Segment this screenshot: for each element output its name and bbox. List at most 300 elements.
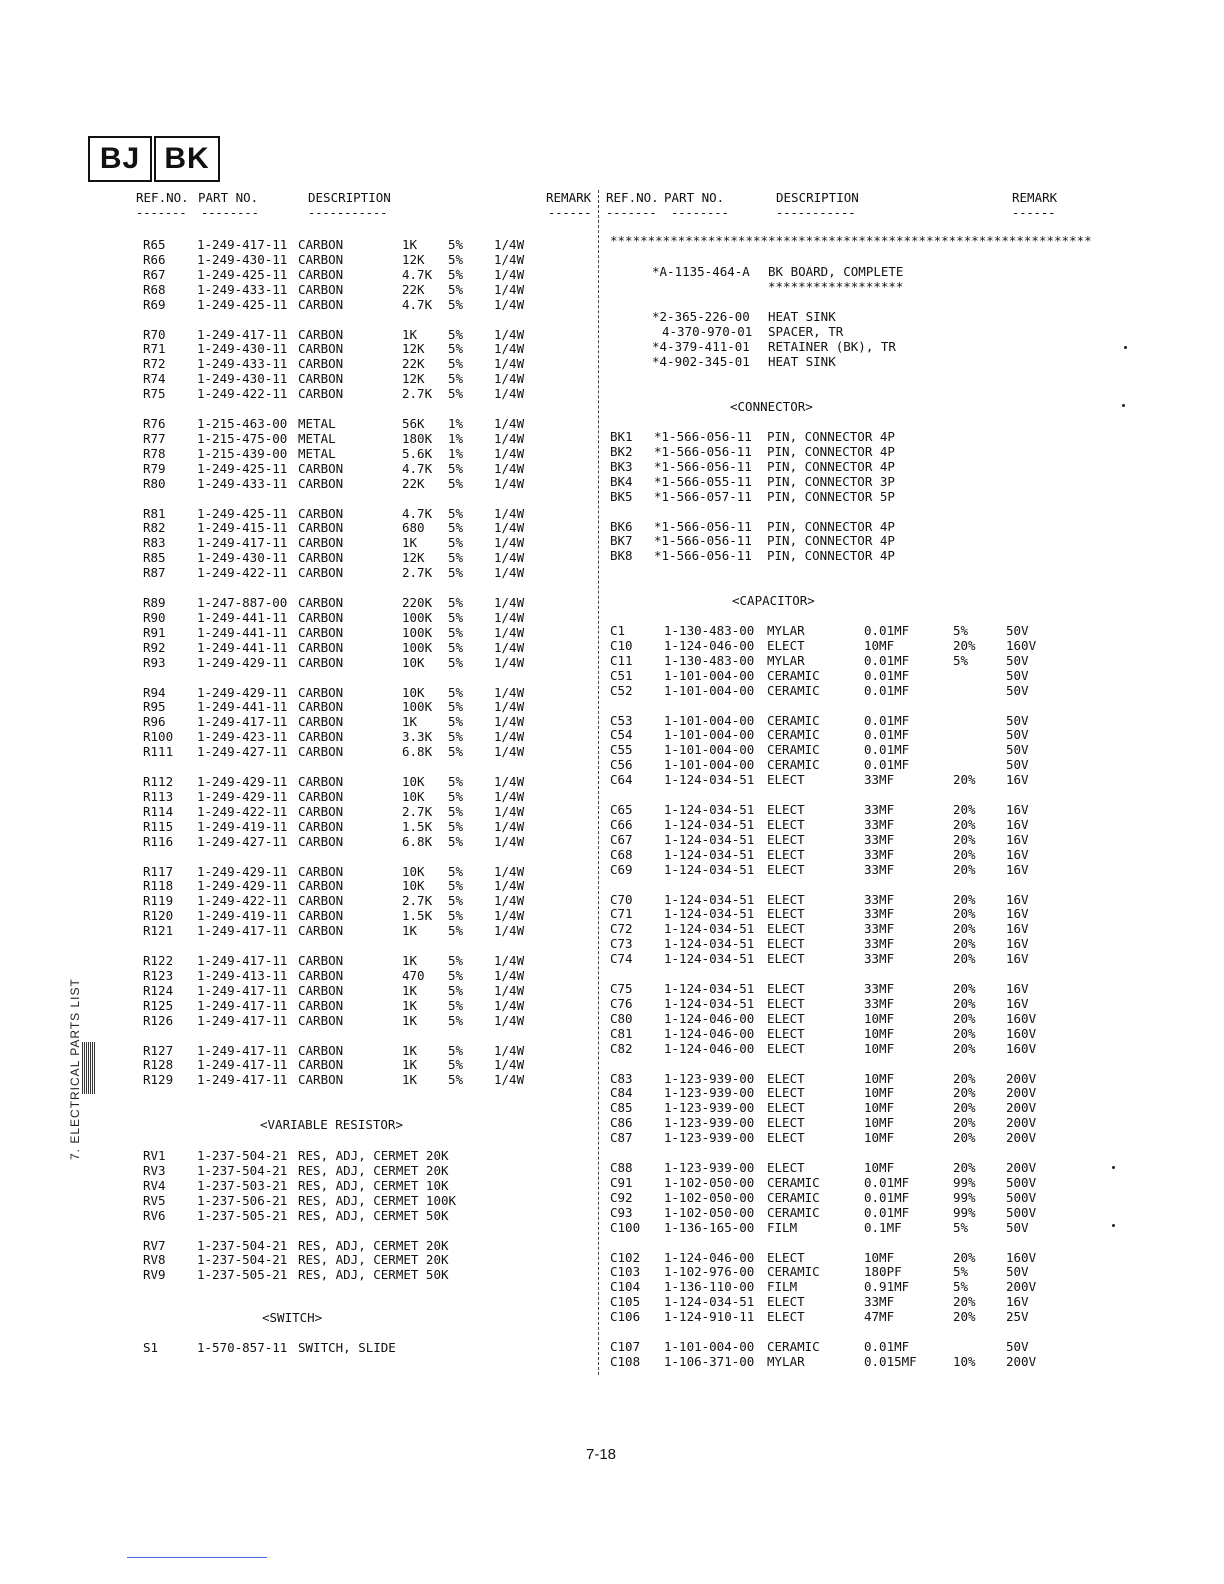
part-no: 1-124-034-51 <box>664 802 755 817</box>
description: MYLAR <box>767 623 805 638</box>
tolerance: 5% <box>953 1279 969 1295</box>
tolerance: 99% <box>953 1204 976 1220</box>
ref-no: C54 <box>610 727 633 743</box>
ref-no: R126 <box>143 1012 174 1028</box>
tolerance: 20% <box>953 802 976 817</box>
tolerance: 5% <box>448 505 464 521</box>
value: 10K <box>402 878 425 894</box>
part-no: 1-124-034-51 <box>664 1294 755 1310</box>
tolerance: 5% <box>448 878 464 894</box>
wattage: 1/4W <box>494 430 525 446</box>
description: ELECT <box>767 1085 805 1101</box>
header-description-right: DESCRIPTION <box>776 190 859 205</box>
ref-no: R94 <box>143 684 166 700</box>
header-underline: ----------- <box>776 206 856 220</box>
part-no: 1-124-034-51 <box>664 936 755 952</box>
description: CARBON <box>298 774 344 789</box>
part-no: 1-249-417-11 <box>197 1012 288 1028</box>
header-underline: ------ <box>548 206 592 220</box>
ref-no: R67 <box>143 266 166 282</box>
ref-no: R78 <box>143 445 166 461</box>
part-no: 1-237-504-21 <box>197 1148 288 1163</box>
description: CARBON <box>298 565 344 581</box>
value: 4.7K <box>402 266 433 282</box>
tolerance: 20% <box>953 846 976 862</box>
ref-no: R89 <box>143 595 166 610</box>
description: HEAT SINK <box>768 353 836 369</box>
description: ELECT <box>767 981 805 996</box>
description: CARBON <box>298 624 344 640</box>
ref-no: C1 <box>610 623 626 638</box>
description: CERAMIC <box>767 757 820 773</box>
voltage: 50V <box>1006 1219 1029 1235</box>
value: 33MF <box>864 981 895 996</box>
description: RES, ADJ, CERMET 100K <box>298 1192 457 1208</box>
tolerance: 5% <box>448 774 464 789</box>
value: 100K <box>402 639 433 655</box>
description: METAL <box>298 445 336 461</box>
part-no: 1-101-004-00 <box>664 757 755 773</box>
value: 10K <box>402 788 425 804</box>
part-no: 1-123-939-00 <box>664 1160 755 1175</box>
ref-no: R76 <box>143 416 166 431</box>
part-no: 1-249-423-11 <box>197 729 288 745</box>
part-no: 1-124-034-51 <box>664 861 755 877</box>
part-no: 1-249-417-11 <box>197 535 288 551</box>
value: 1K <box>402 1072 418 1088</box>
voltage: 500V <box>1006 1189 1037 1205</box>
tolerance: 5% <box>448 788 464 804</box>
value: 33MF <box>864 861 895 877</box>
ref-no: R113 <box>143 788 174 804</box>
description: CARBON <box>298 997 344 1013</box>
part-no: 1-136-165-00 <box>664 1219 755 1235</box>
ref-no: R79 <box>143 460 166 476</box>
ref-no: R122 <box>143 953 174 968</box>
tolerance: 5% <box>448 893 464 909</box>
ref-no: C74 <box>610 951 633 967</box>
value: 33MF <box>864 772 895 788</box>
ref-no: R81 <box>143 505 166 521</box>
ref-no: C76 <box>610 995 633 1011</box>
header-part-no: PART NO. <box>198 190 259 205</box>
tolerance: 5% <box>448 684 464 700</box>
description: CARBON <box>298 609 344 625</box>
ref-no: R82 <box>143 520 166 536</box>
tolerance: 20% <box>953 637 976 653</box>
part-no: 1-249-422-11 <box>197 386 288 402</box>
value: 33MF <box>864 1294 895 1310</box>
wattage: 1/4W <box>494 341 525 357</box>
part-no: 1-101-004-00 <box>664 1339 755 1354</box>
value: 10K <box>402 654 425 670</box>
bottom-rule <box>127 1557 267 1558</box>
value: 1K <box>402 953 418 968</box>
ref-no: BK5 <box>610 488 633 504</box>
separator-stars: **************************************************************** <box>610 233 1092 248</box>
part-no: 1-249-417-11 <box>197 1072 288 1088</box>
side-section-label: 7. ELECTRICAL PARTS LIST <box>68 978 82 1160</box>
part-no: 1-123-939-00 <box>664 1085 755 1101</box>
tolerance: 5% <box>448 341 464 357</box>
part-no: 1-130-483-00 <box>664 652 755 668</box>
voltage: 16V <box>1006 816 1029 832</box>
value: 4.7K <box>402 296 433 312</box>
value: 0.01MF <box>864 1204 910 1220</box>
description: CARBON <box>298 296 344 312</box>
description: CARBON <box>298 714 344 730</box>
part-no: 1-249-415-11 <box>197 520 288 536</box>
board-description: BK BOARD, COMPLETE <box>768 264 904 279</box>
value: 10MF <box>864 1115 895 1131</box>
value: 10K <box>402 774 425 789</box>
wattage: 1/4W <box>494 953 525 968</box>
wattage: 1/4W <box>494 774 525 789</box>
section-title: <CAPACITOR> <box>732 593 815 608</box>
ref-no: C86 <box>610 1115 633 1131</box>
description: PIN, CONNECTOR 4P <box>767 533 895 549</box>
tolerance: 5% <box>448 1072 464 1088</box>
wattage: 1/4W <box>494 550 525 566</box>
voltage: 16V <box>1006 1294 1029 1310</box>
wattage: 1/4W <box>494 520 525 536</box>
part-no: 1-123-939-00 <box>664 1115 755 1131</box>
tolerance: 5% <box>448 1012 464 1028</box>
part-no: 1-124-034-51 <box>664 951 755 967</box>
ref-no: C75 <box>610 981 633 996</box>
description: CARBON <box>298 326 344 342</box>
value: 1K <box>402 535 418 551</box>
part-no: 1-123-939-00 <box>664 1070 755 1086</box>
value: 12K <box>402 251 425 267</box>
tolerance: 20% <box>953 1309 976 1325</box>
tolerance: 20% <box>953 1040 976 1056</box>
wattage: 1/4W <box>494 1042 525 1058</box>
ref-no: R80 <box>143 475 166 491</box>
part-no: 1-249-441-11 <box>197 624 288 640</box>
voltage: 50V <box>1006 667 1029 683</box>
description: CERAMIC <box>767 1339 820 1354</box>
ref-no: C82 <box>610 1040 633 1056</box>
part-no: 1-102-976-00 <box>664 1264 755 1280</box>
value: 10MF <box>864 1010 895 1026</box>
ref-no: R112 <box>143 774 174 789</box>
tolerance: 5% <box>448 967 464 983</box>
value: 680 <box>402 520 425 536</box>
value: 10MF <box>864 1160 895 1175</box>
value: 10K <box>402 684 425 700</box>
wattage: 1/4W <box>494 1072 525 1088</box>
part-no: 1-102-050-00 <box>664 1204 755 1220</box>
wattage: 1/4W <box>494 982 525 998</box>
tolerance: 5% <box>448 550 464 566</box>
wattage: 1/4W <box>494 266 525 282</box>
tolerance: 5% <box>448 281 464 297</box>
description: ELECT <box>767 1249 805 1265</box>
description: ELECT <box>767 1160 805 1175</box>
voltage: 160V <box>1006 1010 1037 1026</box>
description: SPACER, TR <box>768 323 844 339</box>
description: ELECT <box>767 846 805 862</box>
value: 2.7K <box>402 803 433 819</box>
part-no: 1-237-504-21 <box>197 1237 288 1253</box>
voltage: 50V <box>1006 742 1029 758</box>
wattage: 1/4W <box>494 356 525 372</box>
part-no: 1-249-425-11 <box>197 505 288 521</box>
ref-no: C88 <box>610 1160 633 1175</box>
ref-no: C55 <box>610 742 633 758</box>
description: CARBON <box>298 1012 344 1028</box>
description: CARBON <box>298 505 344 521</box>
ref-no: C10 <box>610 637 633 653</box>
part-no: 1-101-004-00 <box>664 742 755 758</box>
description: CARBON <box>298 953 344 968</box>
description: RES, ADJ, CERMET 20K <box>298 1148 449 1163</box>
part-no: 1-124-046-00 <box>664 1025 755 1041</box>
ref-no: R125 <box>143 997 174 1013</box>
header-ref-no: REF.NO. <box>136 190 189 205</box>
description: ELECT <box>767 1130 805 1146</box>
value: 4.7K <box>402 505 433 521</box>
description: CARBON <box>298 237 344 252</box>
ref-no: BK1 <box>610 429 633 444</box>
description: CARBON <box>298 878 344 894</box>
voltage: 50V <box>1006 652 1029 668</box>
voltage: 50V <box>1006 623 1029 638</box>
ref-no: R114 <box>143 803 174 819</box>
ref-no: RV1 <box>143 1148 166 1163</box>
description: PIN, CONNECTOR 3P <box>767 473 895 489</box>
part-no: 1-124-046-00 <box>664 1249 755 1265</box>
wattage: 1/4W <box>494 565 525 581</box>
ref-no: R83 <box>143 535 166 551</box>
part-no: 1-124-034-51 <box>664 891 755 907</box>
tolerance: 20% <box>953 1160 976 1175</box>
tolerance: 5% <box>448 460 464 476</box>
part-no: 1-249-429-11 <box>197 654 288 670</box>
value: 2.7K <box>402 565 433 581</box>
wattage: 1/4W <box>494 878 525 894</box>
description: ELECT <box>767 1309 805 1325</box>
voltage: 200V <box>1006 1279 1037 1295</box>
description: METAL <box>298 416 336 431</box>
value: 10MF <box>864 1040 895 1056</box>
value: 100K <box>402 609 433 625</box>
description: CARBON <box>298 788 344 804</box>
part-no: 1-249-441-11 <box>197 639 288 655</box>
voltage: 200V <box>1006 1115 1037 1131</box>
tolerance: 20% <box>953 1085 976 1101</box>
value: 12K <box>402 341 425 357</box>
voltage: 50V <box>1006 757 1029 773</box>
tolerance: 5% <box>448 386 464 402</box>
value: 6.8K <box>402 744 433 760</box>
value: 33MF <box>864 831 895 847</box>
tolerance: 20% <box>953 1294 976 1310</box>
description: CARBON <box>298 908 344 924</box>
wattage: 1/4W <box>494 609 525 625</box>
part-no: 1-123-939-00 <box>664 1100 755 1116</box>
voltage: 16V <box>1006 772 1029 788</box>
wattage: 1/4W <box>494 967 525 983</box>
description: RETAINER (BK), TR <box>768 338 896 354</box>
wattage: 1/4W <box>494 371 525 387</box>
ref-no: C81 <box>610 1025 633 1041</box>
ref-no: RV3 <box>143 1162 166 1178</box>
tolerance: 5% <box>448 744 464 760</box>
section-title: <SWITCH> <box>262 1310 323 1325</box>
ref-no: R93 <box>143 654 166 670</box>
wattage: 1/4W <box>494 908 525 924</box>
description: CARBON <box>298 967 344 983</box>
tolerance: 5% <box>448 863 464 879</box>
wattage: 1/4W <box>494 714 525 730</box>
separator-stars: ****************** <box>768 279 904 294</box>
part-no: 1-249-425-11 <box>197 296 288 312</box>
part-no: 1-249-422-11 <box>197 803 288 819</box>
ref-no: R100 <box>143 729 174 745</box>
part-no: 1-249-425-11 <box>197 460 288 476</box>
tolerance: 5% <box>448 520 464 536</box>
wattage: 1/4W <box>494 684 525 700</box>
ref-no: R123 <box>143 967 174 983</box>
description: CARBON <box>298 639 344 655</box>
value: 4.7K <box>402 460 433 476</box>
scan-speck <box>1112 1224 1115 1227</box>
description: PIN, CONNECTOR 4P <box>767 458 895 474</box>
description: CARBON <box>298 863 344 879</box>
part-no: 1-249-417-11 <box>197 997 288 1013</box>
ref-no: R66 <box>143 251 166 267</box>
voltage: 16V <box>1006 981 1029 996</box>
ref-no: R69 <box>143 296 166 312</box>
header-underline: ------- -------- <box>606 206 729 220</box>
ref-no: R117 <box>143 863 174 879</box>
tolerance: 5% <box>448 833 464 849</box>
ref-no: C87 <box>610 1130 633 1146</box>
tolerance: 20% <box>953 1115 976 1131</box>
part-no: 1-249-427-11 <box>197 744 288 760</box>
tolerance: 20% <box>953 861 976 877</box>
tolerance: 5% <box>448 654 464 670</box>
tolerance: 20% <box>953 936 976 952</box>
wattage: 1/4W <box>494 744 525 760</box>
description: ELECT <box>767 951 805 967</box>
tolerance: 20% <box>953 1010 976 1026</box>
description: RES, ADJ, CERMET 20K <box>298 1252 449 1268</box>
wattage: 1/4W <box>494 595 525 610</box>
ref-no: R85 <box>143 550 166 566</box>
description: CERAMIC <box>767 1189 820 1205</box>
description: PIN, CONNECTOR 4P <box>767 429 895 444</box>
description: ELECT <box>767 802 805 817</box>
description: SWITCH, SLIDE <box>298 1340 396 1355</box>
part-no: 1-102-050-00 <box>664 1189 755 1205</box>
part-no: 1-249-417-11 <box>197 953 288 968</box>
ref-no: C100 <box>610 1219 641 1235</box>
ref-no: C83 <box>610 1070 633 1086</box>
part-no: 1-124-034-51 <box>664 995 755 1011</box>
voltage: 16V <box>1006 802 1029 817</box>
wattage: 1/4W <box>494 699 525 715</box>
voltage: 160V <box>1006 637 1037 653</box>
value: 10K <box>402 863 425 879</box>
board-part-no: *A-1135-464-A <box>652 264 750 279</box>
part-no: 1-124-034-51 <box>664 772 755 788</box>
header-underline: ------ <box>1012 206 1056 220</box>
value: 0.01MF <box>864 652 910 668</box>
value: 0.91MF <box>864 1279 910 1295</box>
description: CARBON <box>298 803 344 819</box>
ref-no: R91 <box>143 624 166 640</box>
tolerance: 5% <box>448 624 464 640</box>
description: CARBON <box>298 1057 344 1073</box>
description: FILM <box>767 1279 798 1295</box>
part-no: 1-124-034-51 <box>664 846 755 862</box>
ref-no: R129 <box>143 1072 174 1088</box>
description: CARBON <box>298 982 344 998</box>
badge-bj: BJ <box>88 136 152 182</box>
part-no: 1-249-441-11 <box>197 699 288 715</box>
wattage: 1/4W <box>494 326 525 342</box>
value: 1K <box>402 1057 418 1073</box>
ref-no: R72 <box>143 356 166 372</box>
value: 10MF <box>864 1085 895 1101</box>
part-no: 1-237-504-21 <box>197 1252 288 1268</box>
value: 1.5K <box>402 908 433 924</box>
tolerance: 99% <box>953 1189 976 1205</box>
ref-no: R65 <box>143 237 166 252</box>
tolerance: 1% <box>448 416 464 431</box>
wattage: 1/4W <box>494 818 525 834</box>
part-no: 1-123-939-00 <box>664 1130 755 1146</box>
value: 10MF <box>864 637 895 653</box>
description: RES, ADJ, CERMET 20K <box>298 1237 449 1253</box>
tolerance: 20% <box>953 1025 976 1041</box>
description: CARBON <box>298 684 344 700</box>
ref-no: RV5 <box>143 1192 166 1208</box>
part-no: 1-249-422-11 <box>197 893 288 909</box>
tolerance: 5% <box>448 237 464 252</box>
scan-speck <box>1122 404 1125 407</box>
tolerance: 5% <box>448 803 464 819</box>
part-no: 1-237-503-21 <box>197 1177 288 1193</box>
value: 100K <box>402 624 433 640</box>
tolerance: 5% <box>448 565 464 581</box>
voltage: 16V <box>1006 861 1029 877</box>
voltage: 16V <box>1006 906 1029 922</box>
value: 1K <box>402 923 418 939</box>
ref-no: BK2 <box>610 443 633 459</box>
wattage: 1/4W <box>494 1012 525 1028</box>
tolerance: 5% <box>448 595 464 610</box>
tolerance: 5% <box>448 953 464 968</box>
wattage: 1/4W <box>494 997 525 1013</box>
part-no: 1-249-417-11 <box>197 1042 288 1058</box>
tolerance: 20% <box>953 1100 976 1116</box>
part-no: *1-566-056-11 <box>654 518 752 534</box>
tolerance: 5% <box>448 818 464 834</box>
wattage: 1/4W <box>494 281 525 297</box>
tolerance: 5% <box>448 639 464 655</box>
tolerance: 5% <box>448 535 464 551</box>
part-no: *4-902-345-01 <box>652 353 750 369</box>
voltage: 50V <box>1006 1264 1029 1280</box>
part-no: 1-237-505-21 <box>197 1267 288 1283</box>
value: 0.015MF <box>864 1353 917 1369</box>
voltage: 16V <box>1006 846 1029 862</box>
header-description: DESCRIPTION <box>308 190 391 205</box>
